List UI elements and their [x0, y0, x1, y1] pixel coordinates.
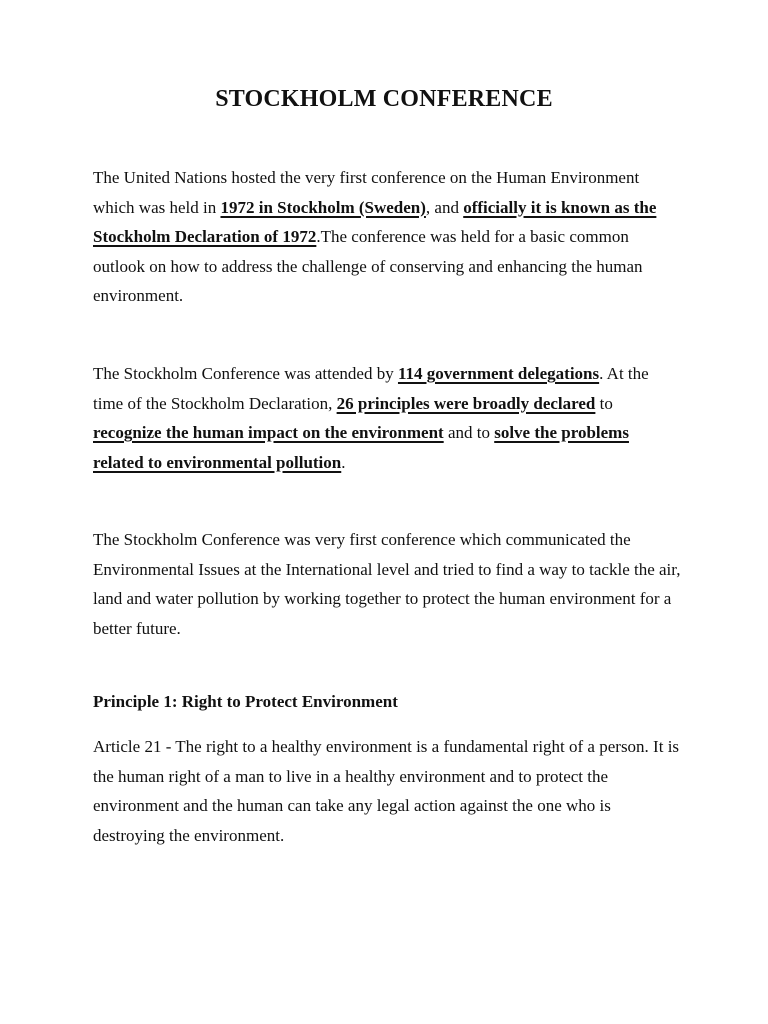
intro-paragraph — [93, 163, 683, 311]
highlight-official-name: officially it is known as the Stockholm Declaration of 1972 — [93, 197, 657, 246]
text-segment: and to — [443, 423, 495, 442]
text-segment: . — [341, 452, 346, 472]
principle-heading: Principle 1: Right to Protect Environment — [93, 692, 398, 711]
document-title: STOCKHOLM CONFERENCE — [215, 86, 553, 112]
text-segment: to — [595, 393, 613, 413]
text-segment: .The conference was held for a basic common outlook on how to address the challenge of conserving and enhancing the human environment. — [93, 227, 643, 305]
highlight-principles: 26 principles were broadly declared — [336, 393, 596, 413]
highlight-delegations: 114 government delegations — [397, 364, 600, 383]
highlight-human-impact: recognize the human impact on the environment — [93, 423, 444, 442]
text-segment: , and — [425, 197, 464, 217]
highlight-pollution: solve the problems related to environmental pollution — [93, 423, 629, 472]
attendance-paragraph — [93, 359, 683, 477]
text-segment: . At the time of the Stockholm Declaration, — [93, 364, 649, 413]
highlight-year-location: 1972 in Stockholm (Sweden) — [220, 197, 426, 217]
text-segment: The United Nations hosted the very first conference on the Human Environment which was held in — [93, 168, 640, 217]
text-segment: The Stockholm Conference was attended by — [93, 364, 398, 383]
significance-paragraph: The Stockholm Conference was very first conference which communicated the Environmental Issues at the International level and tried to find a way to tackle the air, land and water pollution by working together to protect the human environment for a better future. — [93, 530, 681, 638]
article-paragraph: Article 21 - The right to a healthy environment is a fundamental right of a person. It is the human right of a man to live in a healthy environment and to protect the environment and the human can take any legal action against the one who is destroying the environment. — [93, 737, 680, 845]
